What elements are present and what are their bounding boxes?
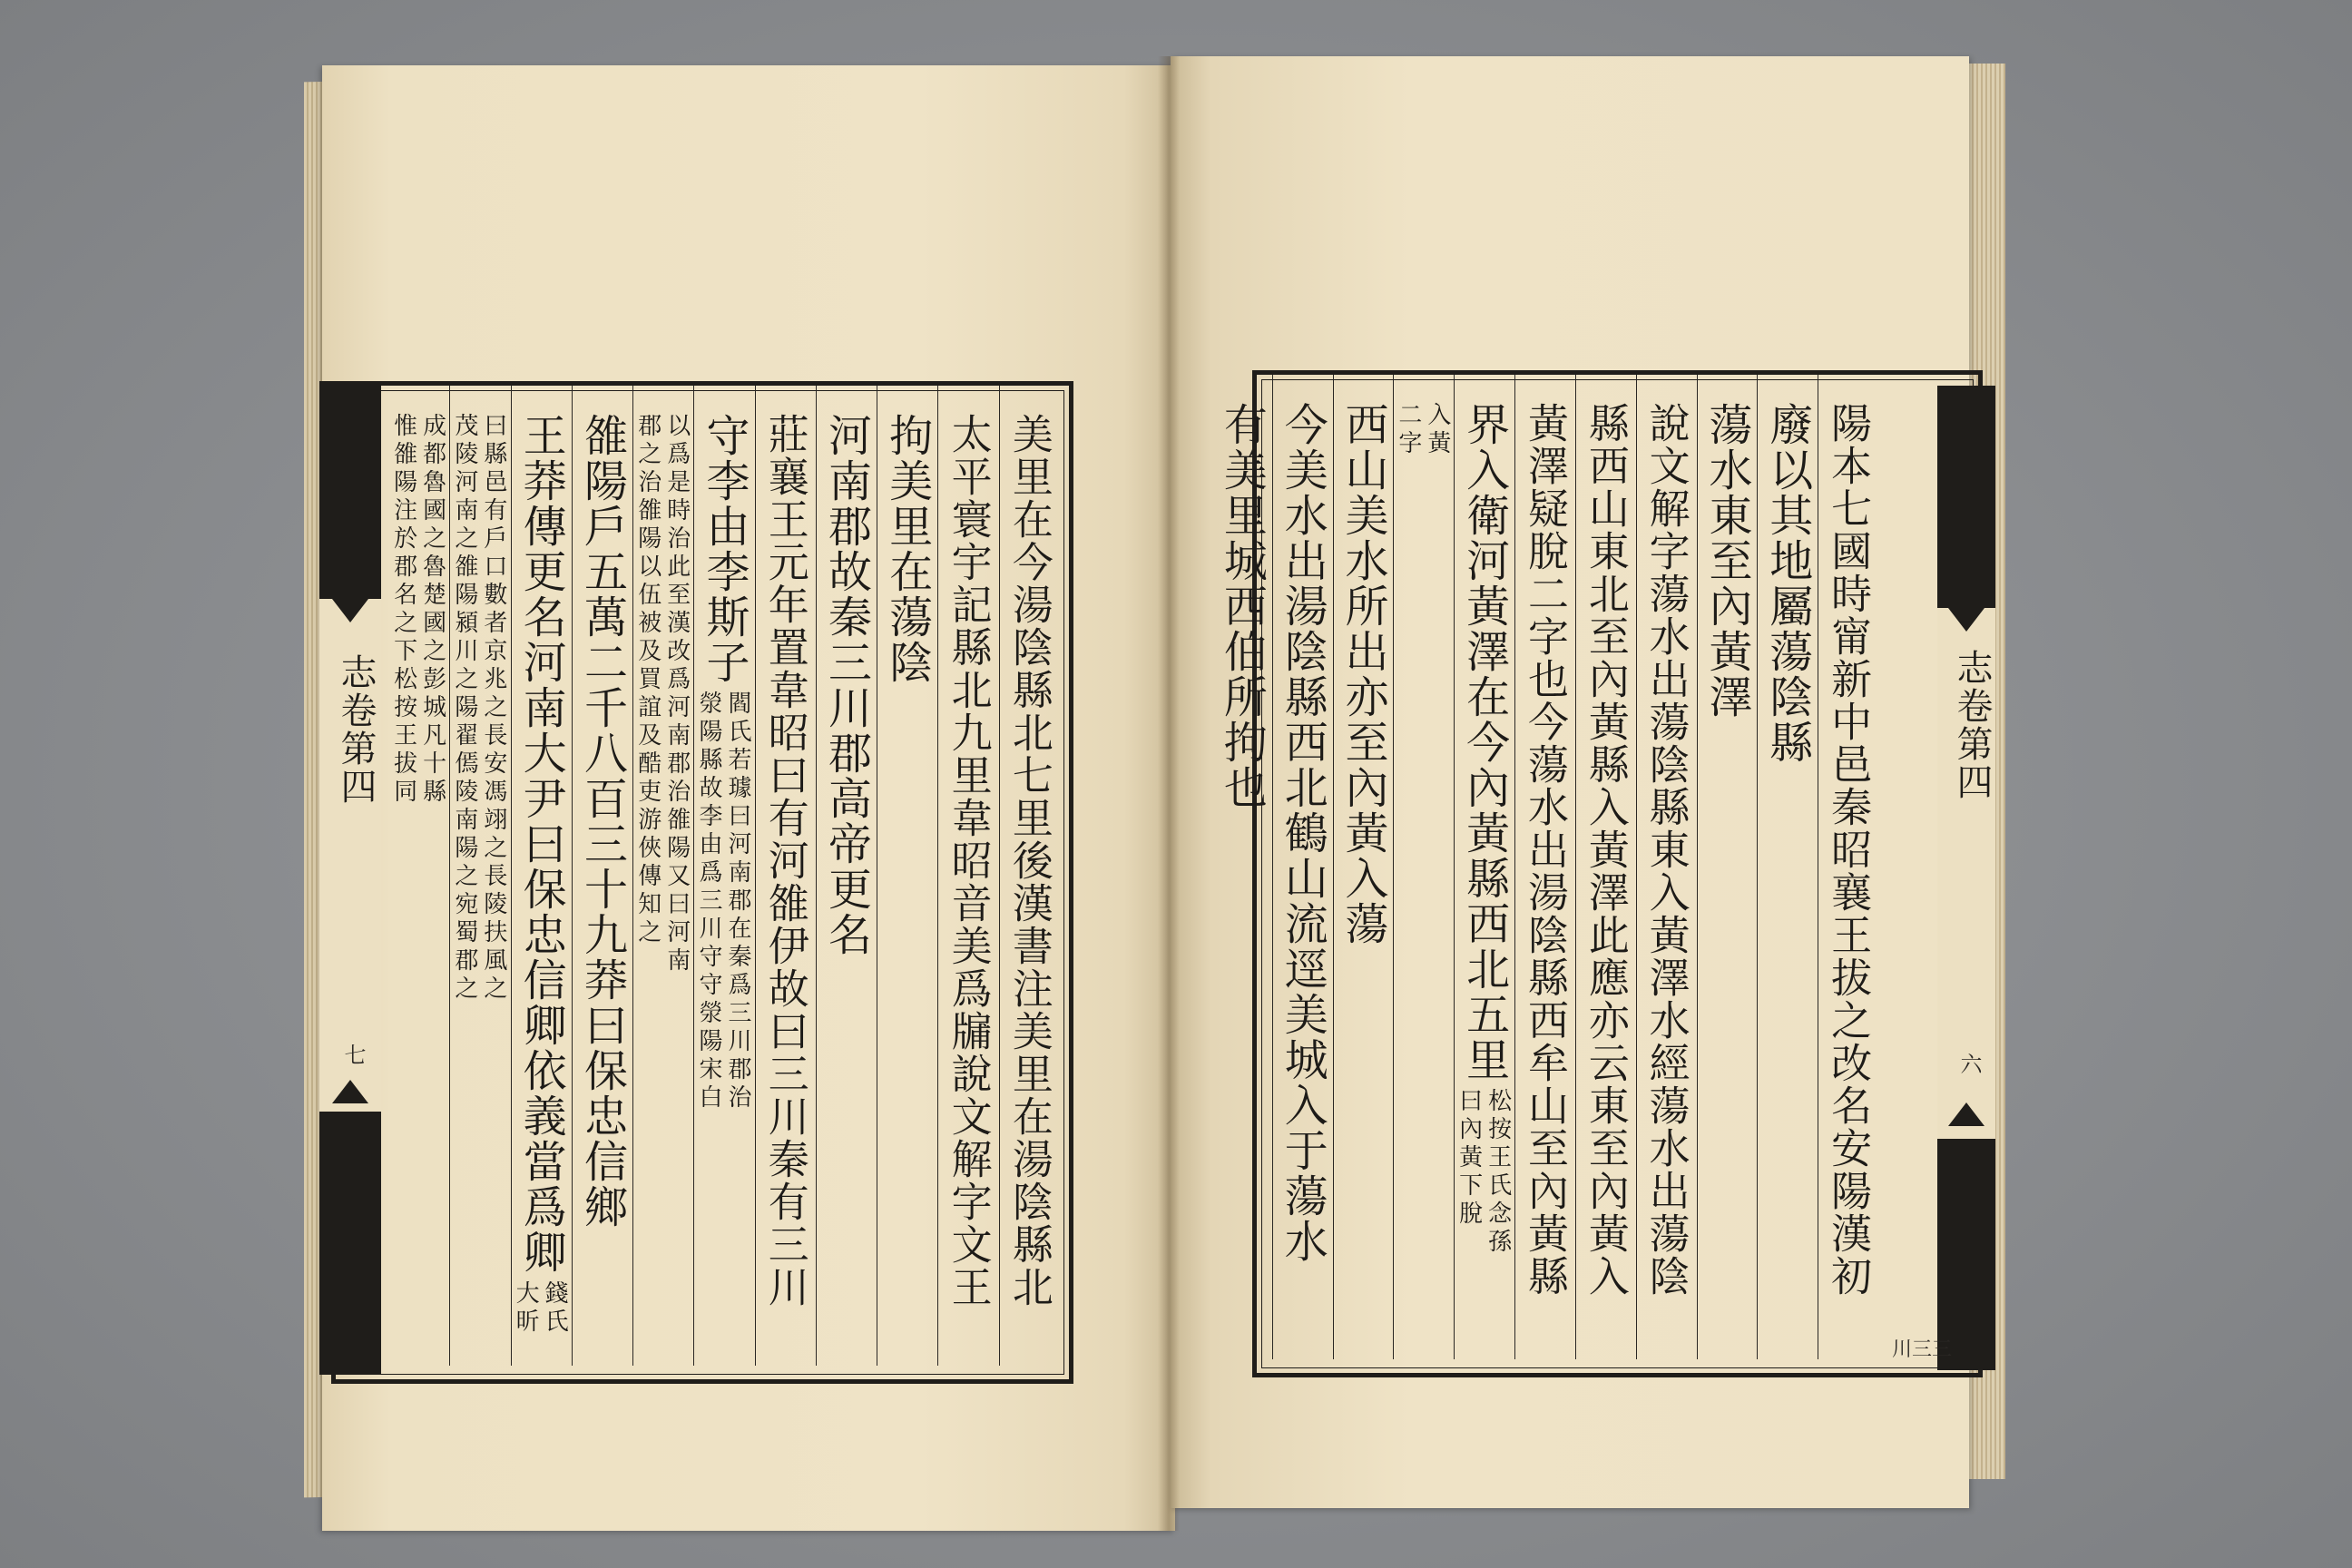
- text-column: [511, 386, 572, 1366]
- text-column: [388, 386, 449, 1366]
- text-column: [1636, 375, 1697, 1359]
- book-gutter: [1158, 56, 1180, 1531]
- annotation-text-right: 松按王氏念孫: [1484, 1088, 1512, 1257]
- column-rule: [1575, 375, 1576, 1359]
- column-rule: [816, 386, 817, 1366]
- main-text: 陽本七國時甯新中邑秦昭襄王拔之改名安陽漢初: [1824, 402, 1873, 1298]
- text-column: [877, 386, 937, 1366]
- right-page-text-block: [1216, 375, 1978, 1373]
- text-column: [1697, 375, 1758, 1359]
- column-rule: [755, 386, 756, 1366]
- annotation-text-left: 郡之治雒陽以伍被及買誼及酷吏游俠傳知之: [633, 413, 662, 947]
- text-column: [632, 386, 693, 1366]
- column-rule: [1393, 375, 1394, 1359]
- text-column: [937, 386, 998, 1366]
- main-text: 廢以其地屬蕩陰縣: [1761, 402, 1813, 765]
- annotation-text-left: 茂陵河南之雒陽潁川之陽翟傿陵南陽之宛蜀郡之: [450, 413, 478, 1004]
- annotation-text-right: 閻氏若璩曰河南郡在秦爲三川郡治: [723, 691, 751, 1112]
- left-page-frame: [331, 381, 1073, 1384]
- left-page-text-block: [336, 386, 1069, 1379]
- main-text: 縣西山東北至內黃縣入黃澤此應亦云東至內黃入: [1581, 402, 1630, 1298]
- main-text: 蕩水東至內黃澤: [1700, 402, 1752, 720]
- annotation-text-right: 入黃: [1423, 402, 1451, 458]
- annotation-text-right: 曰縣邑有戶口數者京兆之長安馮翊之長陵扶風之: [479, 413, 507, 1004]
- text-column: [449, 386, 510, 1366]
- main-text: 拘美里在蕩陰: [881, 413, 933, 685]
- main-text: 莊襄王元年置韋昭曰有河雒伊故曰三川秦有三川: [760, 413, 809, 1308]
- column-rule: [1757, 375, 1758, 1359]
- column-rule: [511, 386, 512, 1366]
- text-column: [1393, 375, 1454, 1359]
- annotation-text-right: 成都魯國之魯楚國之彭城凡十縣: [418, 413, 446, 807]
- column-rule: [1333, 375, 1334, 1359]
- main-text: 黃澤疑脫二字也今蕩水出湯陰縣西牟山至內黃縣: [1520, 402, 1569, 1298]
- text-column: [755, 386, 816, 1366]
- left-banxin-top-bar: [319, 381, 381, 599]
- column-rule: [1636, 375, 1637, 1359]
- annotation-text-left: 惟雒陽注於郡名之下松按王拔同: [389, 413, 417, 807]
- main-text: 界入衛河黃澤在今內黃縣西北五里: [1458, 402, 1510, 1083]
- text-column: [1514, 375, 1575, 1359]
- right-banxin-top-bar: [1937, 386, 1995, 608]
- text-column: [1818, 375, 1878, 1359]
- text-column: [1211, 375, 1272, 1359]
- right-page-bottom-mark: 川三三: [1892, 1338, 1953, 1361]
- main-text: 有美里城西伯所拘也: [1216, 402, 1268, 810]
- annotation-text-left: 大昕: [512, 1280, 540, 1337]
- text-column: [1575, 375, 1636, 1359]
- right-fish-tail-icon: [1948, 608, 1984, 632]
- main-text: 守李由李斯子: [698, 413, 750, 685]
- column-rule: [632, 386, 633, 1366]
- main-text: 美里在今湯陰縣北七里後漢書注美里在湯陰縣北: [1004, 413, 1054, 1308]
- main-text: 今美水出湯陰縣西北鶴山流逕美城入于蕩水: [1277, 402, 1328, 1264]
- column-rule: [1454, 375, 1455, 1359]
- text-column: [1333, 375, 1394, 1359]
- text-column: [572, 386, 632, 1366]
- left-banxin-title: 志卷第四: [335, 653, 377, 806]
- column-rule: [1272, 375, 1273, 1359]
- annotation-text-left: 二字: [1394, 402, 1422, 458]
- text-column: [693, 386, 754, 1366]
- text-column: [1757, 375, 1818, 1359]
- right-fish-tail-lower-icon: [1948, 1102, 1984, 1126]
- text-column: [1272, 375, 1333, 1359]
- annotation-text-left: 滎陽縣故李由爲三川守守滎陽宋白: [694, 691, 722, 1112]
- left-fish-tail-icon: [332, 599, 368, 622]
- main-text: 西山美水所出亦至內黃入蕩: [1338, 402, 1389, 946]
- main-text: 王莽傳更名河南大尹曰保忠信卿依義當爲卿: [515, 413, 567, 1275]
- main-text: 說文解字蕩水出蕩陰縣東入黃澤水經蕩水出蕩陰: [1642, 402, 1690, 1298]
- column-rule: [999, 386, 1000, 1366]
- column-rule: [449, 386, 450, 1366]
- annotation-text-right: 以爲是時治此至漢改爲河南郡治雒陽又曰河南: [662, 413, 691, 975]
- right-banxin: [1937, 386, 1995, 1370]
- text-column: [816, 386, 877, 1366]
- main-text: 太平寰宇記縣北九里韋昭音美爲牖說文解字文王: [944, 413, 993, 1308]
- annotation-text-left: 曰內黃下脫: [1455, 1088, 1483, 1229]
- left-banxin-folio: 七: [340, 1044, 366, 1065]
- main-text: 河南郡故秦三川郡高帝更名: [820, 413, 872, 957]
- right-banxin-title: 志卷第四: [1951, 649, 1993, 801]
- main-text: 雒陽戶五萬二千八百三十九莽曰保忠信鄉: [576, 413, 628, 1230]
- text-column: [999, 386, 1060, 1366]
- left-banxin: [319, 381, 381, 1375]
- text-column: [1454, 375, 1514, 1359]
- left-banxin-bottom-bar: [319, 1112, 381, 1375]
- column-rule: [693, 386, 694, 1366]
- column-rule: [937, 386, 938, 1366]
- right-banxin-folio: 六: [1956, 1053, 1982, 1074]
- right-page-frame: [1216, 370, 1983, 1377]
- column-rule: [1697, 375, 1698, 1359]
- column-rule: [1514, 375, 1515, 1359]
- left-fish-tail-lower-icon: [332, 1080, 368, 1103]
- column-rule: [572, 386, 573, 1366]
- annotation-text-right: 錢氏: [541, 1280, 569, 1337]
